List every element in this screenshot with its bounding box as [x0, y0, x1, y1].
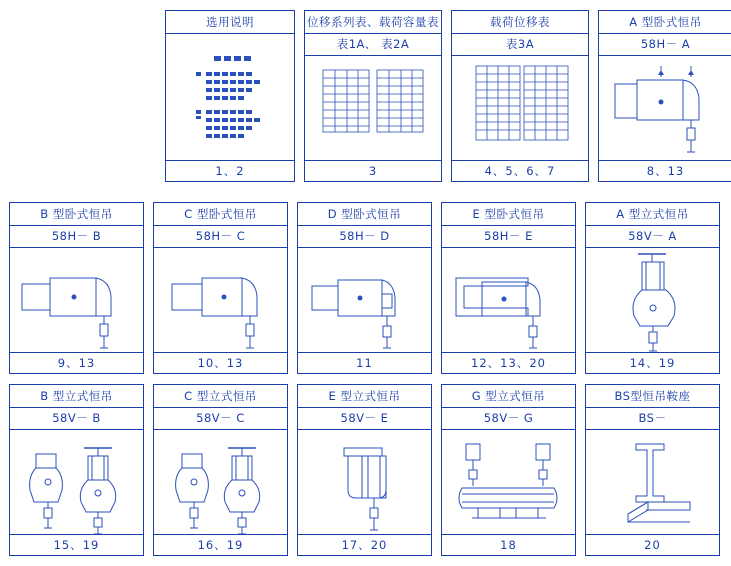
card-figure-tables-one: [452, 56, 588, 160]
card-header: B 型立式恒吊: [10, 385, 143, 408]
card-figure-vertical-a: [586, 248, 719, 352]
card-header: G 型立式恒吊: [442, 385, 575, 408]
card-footer: 1、2: [166, 160, 294, 181]
card-figure-horizontal-a: [599, 56, 731, 160]
card-subheader: 58V－ A: [586, 226, 719, 248]
card-figure-vertical-c: [154, 430, 287, 534]
card-figure-tables-two: [305, 56, 441, 160]
card-displacement-series-tables[interactable]: [304, 10, 442, 182]
card-type-c-vertical[interactable]: [153, 384, 288, 556]
row-1: [165, 10, 731, 182]
card-subheader: 58V－ C: [154, 408, 287, 430]
card-subheader: 58H－ B: [10, 226, 143, 248]
card-subheader: 58H－ D: [298, 226, 431, 248]
row-3: [9, 384, 720, 556]
card-header: E 型立式恒吊: [298, 385, 431, 408]
card-footer: 8、13: [599, 160, 731, 181]
card-subheader: 58H－ C: [154, 226, 287, 248]
card-type-g-vertical[interactable]: [441, 384, 576, 556]
card-footer: 11: [298, 352, 431, 373]
card-subheader: 58V－ B: [10, 408, 143, 430]
card-footer: 12、13、20: [442, 352, 575, 373]
card-type-b-horizontal[interactable]: [9, 202, 144, 374]
card-footer: 10、13: [154, 352, 287, 373]
card-type-a-horizontal[interactable]: [598, 10, 731, 182]
card-footer: 20: [586, 534, 719, 555]
card-subheader: 表3A: [452, 34, 588, 56]
card-header: C 型立式恒吊: [154, 385, 287, 408]
card-subheader: BS－: [586, 408, 719, 430]
card-type-d-horizontal[interactable]: [297, 202, 432, 374]
card-figure-vertical-g: [442, 430, 575, 534]
card-footer: 9、13: [10, 352, 143, 373]
card-figure-vertical-b: [10, 430, 143, 534]
card-header: 选用说明: [166, 11, 294, 34]
card-header: 位移系列表、载荷容量表: [305, 11, 441, 34]
row-2: [9, 202, 720, 374]
card-footer: 17、20: [298, 534, 431, 555]
card-subheader: 58V－ E: [298, 408, 431, 430]
card-header: 载荷位移表: [452, 11, 588, 34]
card-header: D 型卧式恒吊: [298, 203, 431, 226]
card-figure-vertical-e: [298, 430, 431, 534]
card-type-e-vertical[interactable]: [297, 384, 432, 556]
card-header: B 型卧式恒吊: [10, 203, 143, 226]
card-footer: 15、19: [10, 534, 143, 555]
card-subheader: 58V－ G: [442, 408, 575, 430]
card-header: A 型卧式恒吊: [599, 11, 731, 34]
card-footer: 4、5、6、7: [452, 160, 588, 181]
card-figure-saddle-bs: [586, 430, 719, 534]
card-footer: 3: [305, 160, 441, 181]
card-header: C 型卧式恒吊: [154, 203, 287, 226]
card-load-displacement-table[interactable]: [451, 10, 589, 182]
card-subheader: 58H－ A: [599, 34, 731, 56]
card-type-a-vertical[interactable]: [585, 202, 720, 374]
card-selection-notes[interactable]: [165, 10, 295, 182]
card-type-b-vertical[interactable]: [9, 384, 144, 556]
card-figure-horizontal-b: [10, 248, 143, 352]
card-footer: 18: [442, 534, 575, 555]
card-figure-horizontal-e: [442, 248, 575, 352]
card-header: A 型立式恒吊: [586, 203, 719, 226]
card-type-c-horizontal[interactable]: [153, 202, 288, 374]
card-subheader: 表1A、 表2A: [305, 34, 441, 56]
card-figure-text-block: [166, 34, 294, 160]
card-type-bs-saddle[interactable]: [585, 384, 720, 556]
card-header: BS型恒吊鞍座: [586, 385, 719, 408]
card-footer: 14、19: [586, 352, 719, 373]
card-subheader: 58H－ E: [442, 226, 575, 248]
card-footer: 16、19: [154, 534, 287, 555]
card-type-e-horizontal[interactable]: [441, 202, 576, 374]
card-figure-horizontal-d: [298, 248, 431, 352]
card-header: E 型卧式恒吊: [442, 203, 575, 226]
card-figure-horizontal-c: [154, 248, 287, 352]
